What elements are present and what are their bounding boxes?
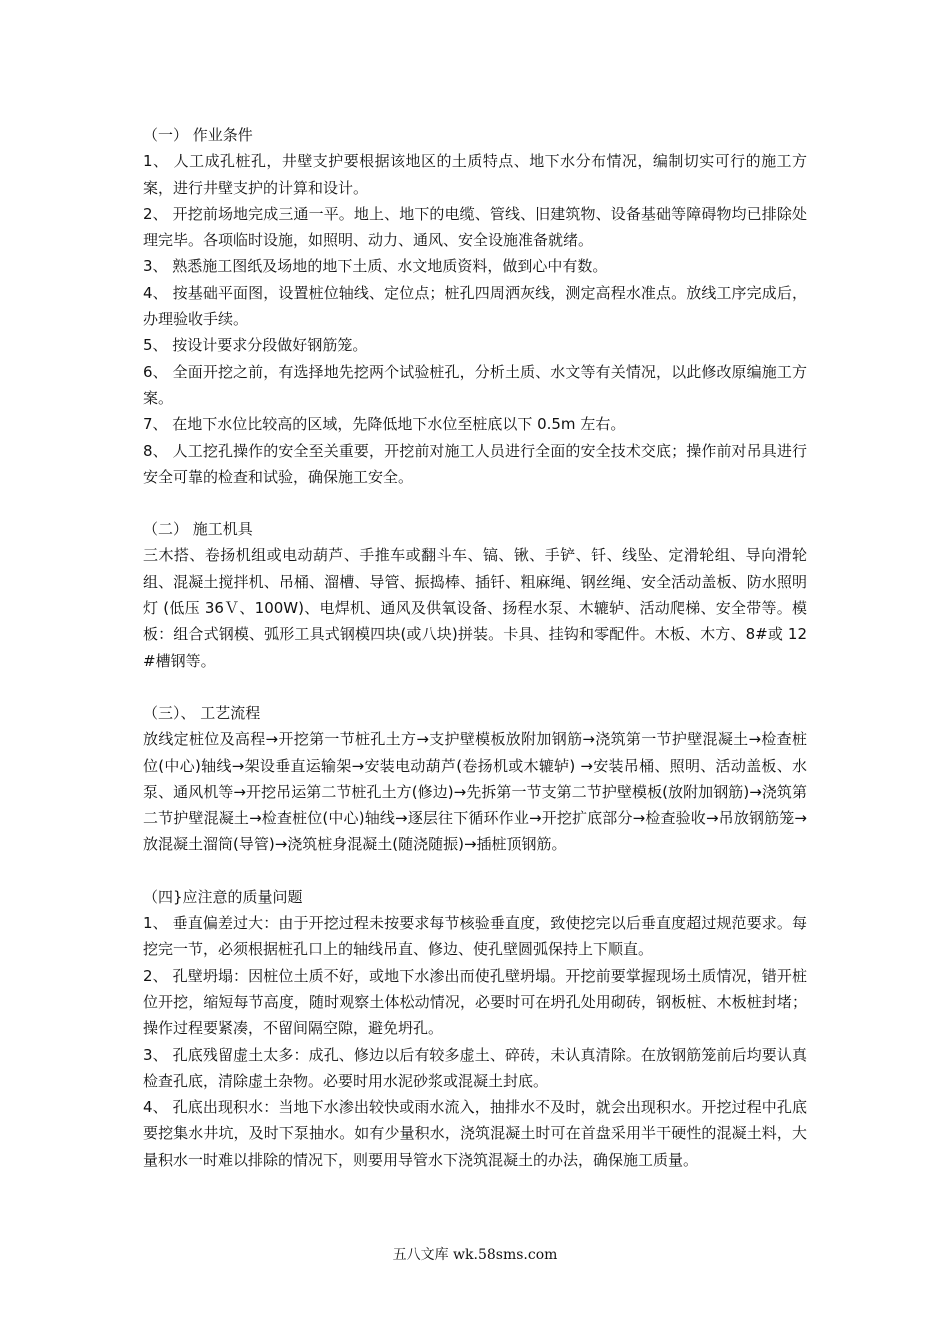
section-quality-issues [143,884,807,1173]
paragraph: 6、 全面开挖之前，有选择地先挖两个试验桩孔，分析土质、水文等有关情况，以此修改原编施工方案。 [143,362,807,407]
spacer [143,858,807,884]
spacer [143,674,807,700]
document-body [143,122,807,1173]
paragraph: 4、 孔底出现积水：当地下水渗出较快或雨水流入，抽排水不及时，就会出现积水。开挖过程中孔底要挖集水井坑，及时下泵抽水。如有少量积水，浇筑混凝土时可在首盘采用半干硬性的混凝土料，大量积水一时难以排除的情况下，则要用导管水下浇筑混凝土的办法，确保施工质量。 [143,1098,807,1169]
paragraph: 8、 人工挖孔操作的安全至关重要，开挖前对施工人员进行全面的安全技术交底；操作前对吊具进行安全可靠的检查和试验，确保施工安全。 [143,441,807,486]
section-process-flow [143,700,807,858]
section-heading: （一） 作业条件 [143,126,253,144]
paragraph: 3、 熟悉施工图纸及场地的地下土质、水文地质资料，做到心中有数。 [143,257,608,276]
paragraph: 1、 垂直偏差过大：由于开挖过程未按要求每节核验垂直度，致使挖完以后垂直度超过规范要求。每挖完一节，必须根据桩孔口上的轴线吊直、修边、使孔壁圆弧保持上下顺直。 [143,914,807,959]
paragraph: 放线定桩位及高程→开挖第一节桩孔土方→支护壁模板放附加钢筋→浇筑第一节护壁混凝土→检查桩位(中心)轴线→架设垂直运输架→安装电动葫芦(卷扬机或木辘轳) →安装吊桶、照明、活动盖板、水泵、通风机等→开挖吊运第二节桩孔土方(修边)→先拆第一节支第二节护壁模板(放附加钢筋)→浇筑第二节护壁混凝土→检查桩位(中心)轴线→逐层往下循环作业→开挖扩底部分→检查验收→吊放钢筋笼→放混凝土溜筒(导管)→浇筑桩身混凝土(随浇随振)→插桩顶钢筋。 [143,730,807,854]
paragraph: 7、 在地下水位比较高的区域，先降低地下水位至桩底以下 0.5m 左右。 [143,415,626,434]
paragraph: 2、 开挖前场地完成三通一平。地上、地下的电缆、管线、旧建筑物、设备基础等障碍物均已排除处理完毕。各项临时设施，如照明、动力、通风、安全设施准备就绪。 [143,204,807,250]
footer-watermark-text: 五八文库 wk.58sms.com [392,1247,558,1263]
paragraph: 三木搭、卷扬机组或电动葫芦、手推车或翻斗车、镐、锹、手铲、钎、线坠、定滑轮组、导向滑轮组、混凝土搅拌机、吊桶、溜槽、导管、振捣棒、插钎、粗麻绳、钢丝绳、安全活动盖板、防水照明灯 (低压 36Ｖ、100W)、电焊机、通风及供氧设备、扬程水泵、木辘轳、活动爬梯、安全带等。模板：组合式钢模、弧形工具式钢模四块(或八块)拼装。卡具、挂钩和零配件。木板、木方、8#或 12#槽钢等。 [143,546,807,670]
paragraph: 1、 人工成孔桩孔，井壁支护要根据该地区的土质特点、地下水分布情况，编制切实可行的施工方案，进行井壁支护的计算和设计。 [143,152,807,197]
paragraph: 5、 按设计要求分段做好钢筋笼。 [143,336,368,355]
section-heading: （二） 施工机具 [143,520,253,539]
paragraph: 3、 孔底残留虚土太多：成孔、修边以后有较多虚土、碎砖，未认真清除。在放钢筋笼前后均要认真检查孔底，清除虚土杂物。必要时用水泥砂浆或混凝土封底。 [143,1045,807,1090]
section-heading: （四}应注意的质量问题 [143,887,303,906]
paragraph: 2、 孔壁坍塌：因桩位土质不好，或地下水渗出而使孔壁坍塌。开挖前要掌握现场土质情况，错开桩位开挖，缩短每节高度，随时观察土体松动情况，必要时可在坍孔处用砌砖，钢板桩、木板桩封堵；操作过程要紧凑，不留间隔空隙，避免坍孔。 [143,966,807,1038]
paragraph: 4、 按基础平面图，设置桩位轴线、定位点；桩孔四周洒灰线，测定高程水准点。放线工序完成后，办理验收手续。 [143,283,807,329]
spacer [143,490,807,516]
section-work-conditions [143,122,807,490]
section-tools [143,516,807,674]
section-heading: （三）、 工艺流程 [143,703,261,722]
